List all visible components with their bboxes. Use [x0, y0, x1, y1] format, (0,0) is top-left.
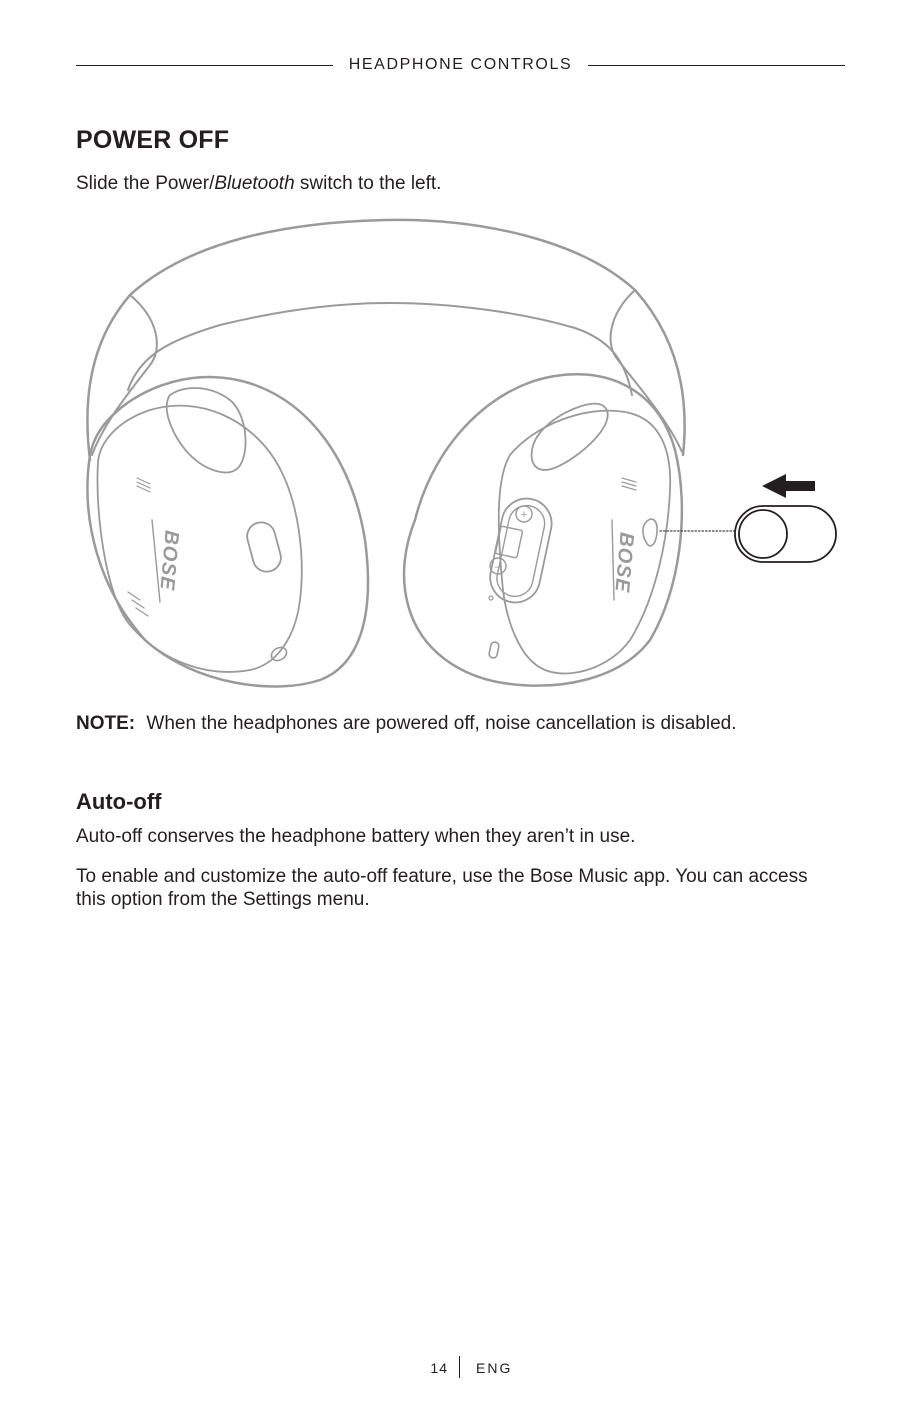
left-yoke [92, 295, 157, 455]
left-arrow-icon [762, 474, 815, 498]
header-rule-left [76, 65, 333, 66]
instruction-italic: Bluetooth [214, 173, 295, 194]
headphones-illustration [0, 200, 920, 700]
left-brand-logo: BOSE [155, 529, 183, 592]
right-brand-logo: BOSE [610, 531, 638, 594]
headband-inner [128, 303, 632, 395]
plus-symbol: + [520, 509, 528, 521]
note-paragraph [76, 712, 737, 735]
auto-off-heading: Auto-off [76, 789, 162, 814]
right-earcup [404, 374, 682, 685]
auto-off-paragraph-1: Auto-off conserves the headphone battery when they aren’t in use. [76, 826, 636, 847]
note-label: NOTE: [76, 713, 136, 734]
page-number: 14 [430, 1360, 448, 1376]
right-yoke [611, 290, 682, 452]
left-earcup [87, 377, 368, 686]
power-switch-callout [735, 506, 836, 562]
section-header: HEADPHONE CONTROLS [348, 56, 573, 73]
instruction-post: switch to the left. [294, 173, 442, 194]
instruction-pre: Slide the Power/ [76, 173, 215, 194]
note-text: When the headphones are powered off, noise cancellation is disabled. [146, 713, 737, 734]
header-rule-right [588, 65, 845, 66]
power-off-heading: POWER OFF [76, 126, 230, 154]
footer-separator [459, 1356, 460, 1378]
minus-symbol: – [494, 561, 502, 573]
language-code: ENG [476, 1360, 513, 1376]
power-off-instruction [76, 172, 441, 195]
auto-off-paragraph-2: To enable and customize the auto-off feature, use the Bose Music app. You can access this option from the Settings menu. [76, 866, 808, 910]
